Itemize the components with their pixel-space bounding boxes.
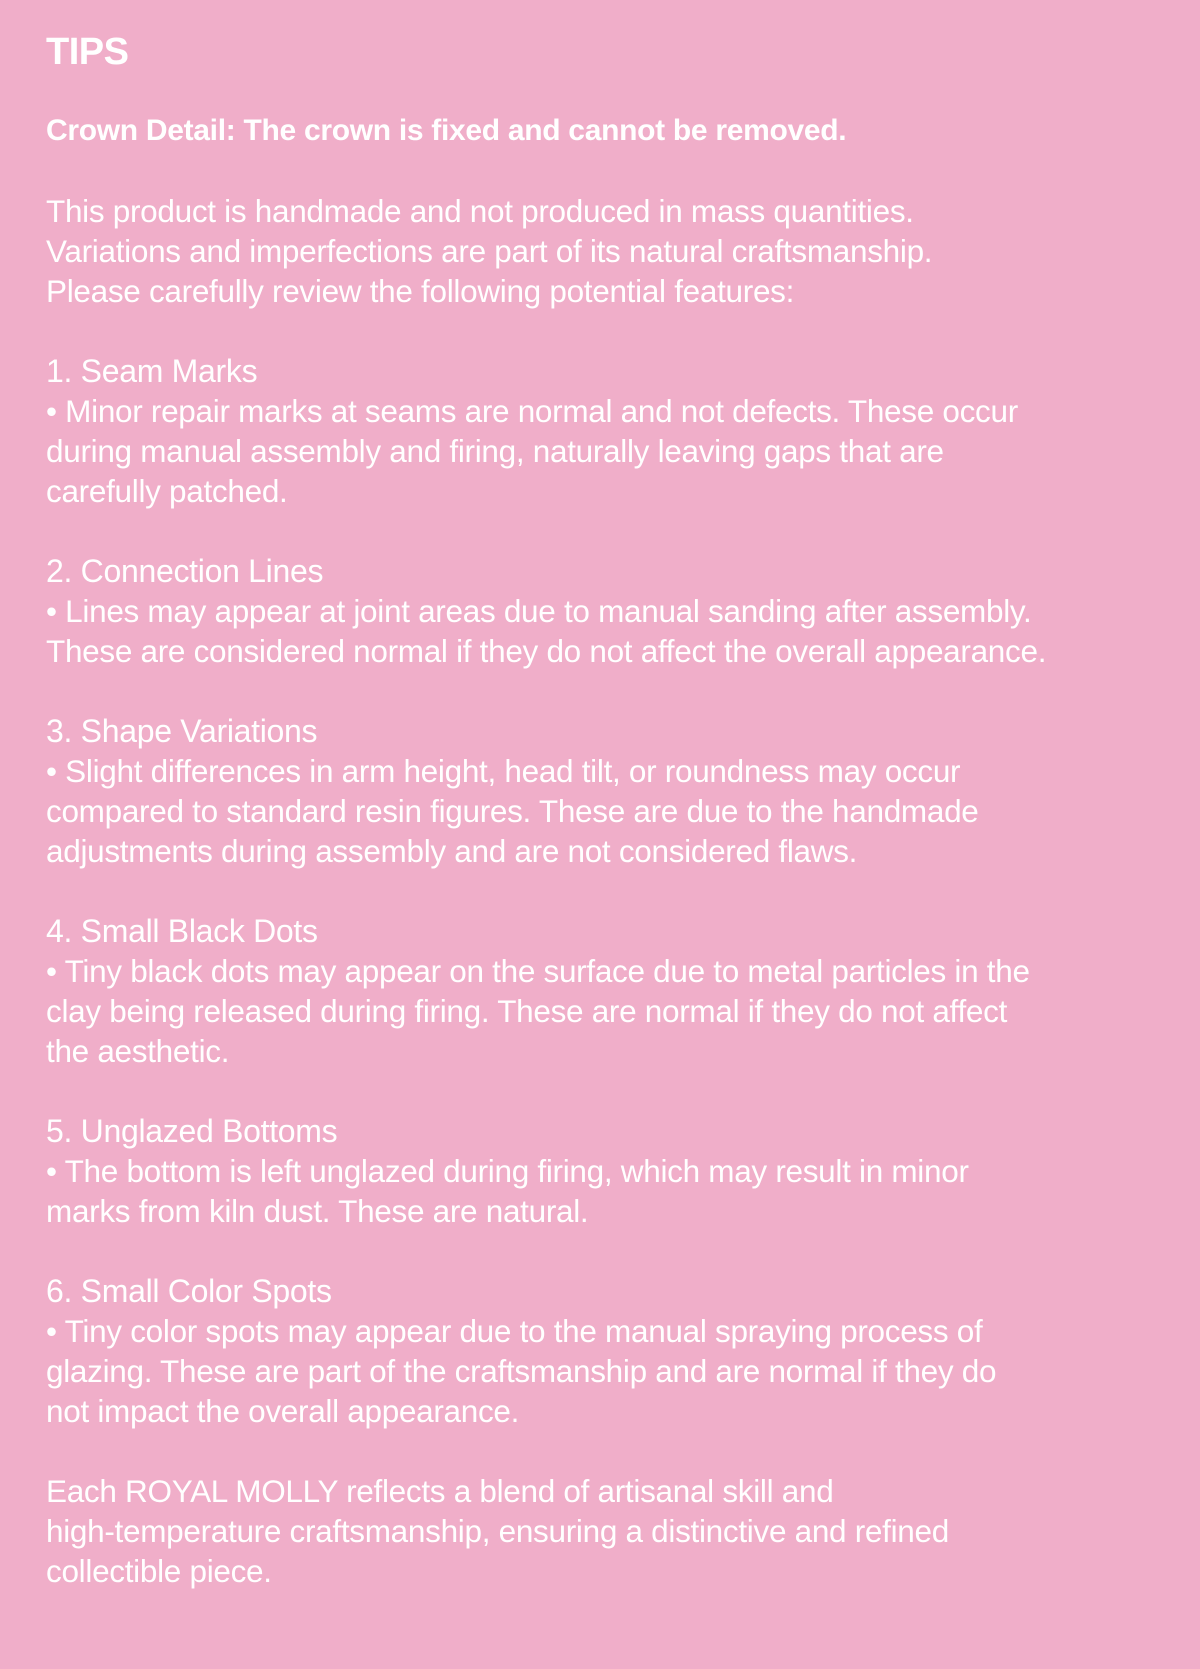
intro-line: Please carefully review the following potential features: <box>46 273 795 309</box>
body-line: glazing. These are part of the craftsmanship and are normal if they do <box>46 1353 997 1389</box>
body-line: These are considered normal if they do not affect the overall appearance. <box>46 633 1047 669</box>
section-small-black-dots <box>46 911 1154 1071</box>
section-heading: 2. Connection Lines <box>46 553 324 589</box>
closing-paragraph <box>46 1471 1154 1591</box>
section-heading: 1. Seam Marks <box>46 353 258 389</box>
body-line: • Minor repair marks at seams are normal and not defects. These occur <box>46 393 1018 429</box>
section-connection-lines <box>46 551 1154 671</box>
section-body <box>46 391 1154 511</box>
body-line: the aesthetic. <box>46 1033 230 1069</box>
section-seam-marks <box>46 351 1154 511</box>
body-line: carefully patched. <box>46 473 288 509</box>
body-line: adjustments during assembly and are not considered flaws. <box>46 833 858 869</box>
outro-line: Each ROYAL MOLLY reflects a blend of artisanal skill and <box>46 1473 834 1509</box>
body-line: • The bottom is left unglazed during firing, which may result in minor <box>46 1153 969 1189</box>
body-line: marks from kiln dust. These are natural. <box>46 1193 589 1229</box>
body-line: not impact the overall appearance. <box>46 1393 520 1429</box>
section-body <box>46 751 1154 871</box>
outro-line: high-temperature craftsmanship, ensuring a distinctive and refined <box>46 1513 949 1549</box>
section-heading: 4. Small Black Dots <box>46 913 318 949</box>
intro-paragraph <box>46 191 1154 311</box>
body-line: clay being released during firing. These are normal if they do not affect <box>46 993 1008 1029</box>
page-title: TIPS <box>46 31 129 73</box>
section-small-color-spots <box>46 1271 1154 1431</box>
section-heading: 6. Small Color Spots <box>46 1273 332 1309</box>
section-heading: 3. Shape Variations <box>46 713 318 749</box>
section-shape-variations <box>46 711 1154 871</box>
section-body <box>46 1151 1154 1231</box>
body-line: • Tiny black dots may appear on the surface due to metal particles in the <box>46 953 1030 989</box>
intro-line: This product is handmade and not produced in mass quantities. <box>46 193 914 229</box>
section-heading: 5. Unglazed Bottoms <box>46 1113 338 1149</box>
body-line: during manual assembly and firing, naturally leaving gaps that are <box>46 433 944 469</box>
section-body <box>46 951 1154 1071</box>
outro-line: collectible piece. <box>46 1553 272 1589</box>
section-body <box>46 591 1154 671</box>
body-line: • Tiny color spots may appear due to the manual spraying process of <box>46 1313 983 1349</box>
section-unglazed-bottoms <box>46 1111 1154 1231</box>
intro-line: Variations and imperfections are part of its natural craftsmanship. <box>46 233 933 269</box>
crown-notice: Crown Detail: The crown is fixed and cannot be removed. <box>46 114 847 147</box>
body-line: • Lines may appear at joint areas due to manual sanding after assembly. <box>46 593 1032 629</box>
body-line: • Slight differences in arm height, head tilt, or roundness may occur <box>46 753 961 789</box>
body-line: compared to standard resin figures. These are due to the handmade <box>46 793 979 829</box>
section-body <box>46 1311 1154 1431</box>
